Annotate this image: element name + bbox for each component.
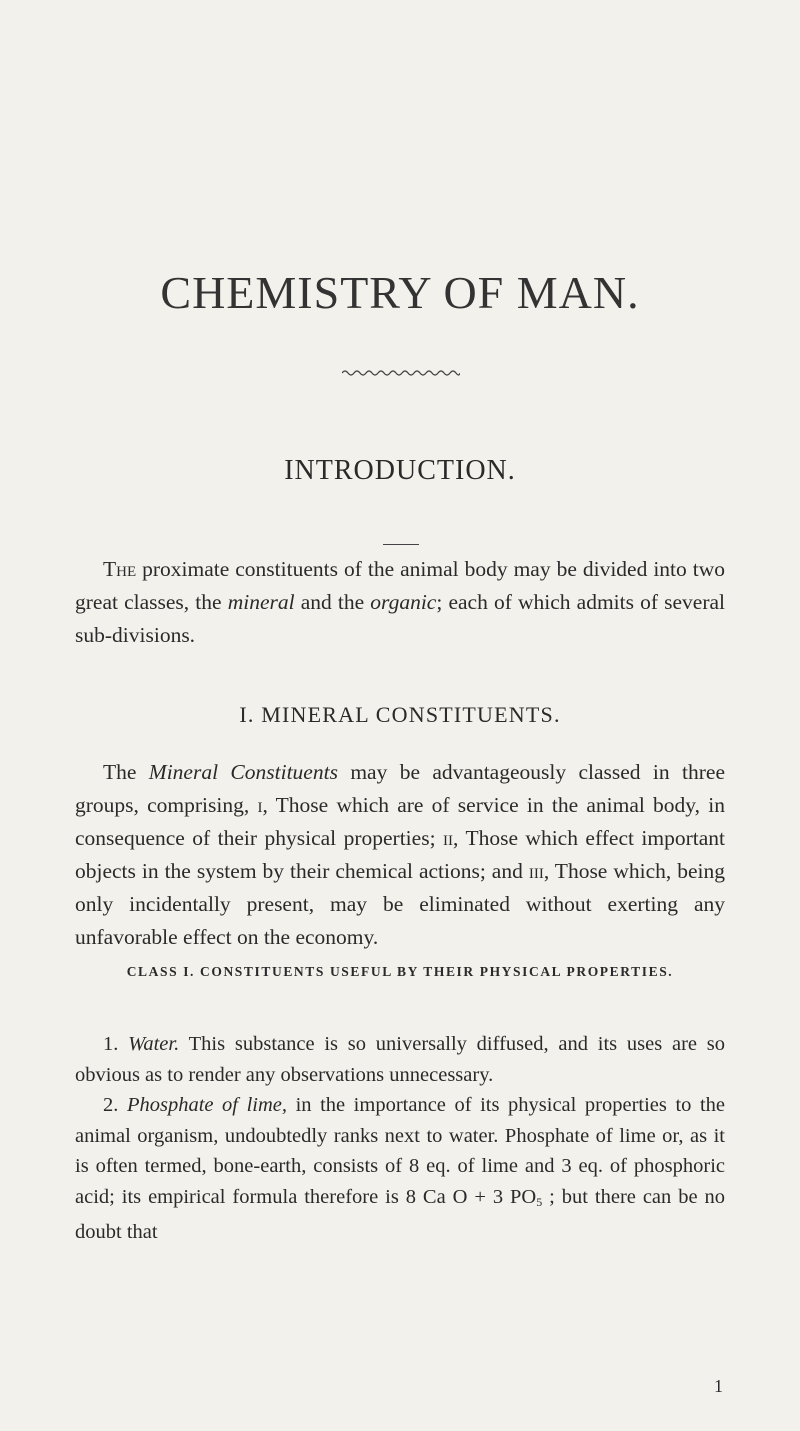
class-heading: CLASS I. CONSTITUENTS USEFUL BY THEIR PHYSICAL PROPERTIES. [126,964,674,979]
intro-lead-word: The [103,557,137,581]
intro-paragraph: The proximate constituents of the animal body may be divided into two great classes, the mineral and the organic; each of which admits of several sub-divisions. [75,557,726,647]
section-heading-mineral: I. MINERAL CONSTITUENTS. [239,702,561,727]
items-paragraph [75,1029,725,1248]
wavy-ornament-rule [342,368,460,378]
item-phosphate-of-lime: 2. Phosphate of lime, in the importance of its physical properties to the animal organism, undoubtedly ranks next to water. Phosphate of lime or, as it is often termed, bone-earth, consists of 8 eq. of lime and 3 eq. of phosphoric acid; its empirical formula therefore is 8 Ca O + 3 $PO_5$ ; but there can be no doubt that [75,1094,725,1243]
short-divider [383,544,419,545]
page-title: CHEMISTRY OF MAN. [160,267,640,318]
mineral-paragraph: The Mineral Constituents may be advantageously classed in three groups, comprising, i, Those which are of service in the animal body, in consequence of their physical properties; ii, Those which effect important objects in the system by their chemical actions; and iii, Those which, being only incidentally present, may be eliminated without exerting any unfavorable effect on the economy. [75,760,726,949]
item-water: 1. Water. This substance is so universally diffused, and its uses are so obvious as to render any observations unnecessary. [75,1033,726,1086]
page-number: 1 [714,1376,723,1396]
introduction-heading: INTRODUCTION. [284,455,516,486]
